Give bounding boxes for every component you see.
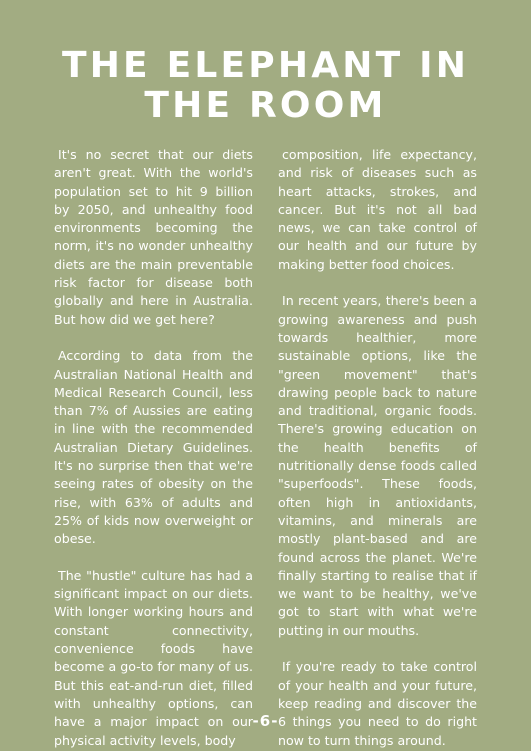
page-number: -6- [252,712,279,730]
page-title [0,46,531,126]
paragraph: composition, life expectancy, and risk of diseases such as heart attacks, strokes, and cancer. But it's not all bad news, we can take control of our health and our future by making better food choices. [278,147,477,272]
paragraph: It's no secret that our diets aren't great. With the world's population set to hit 9 billion by 2050, and unhealthy food environments becoming the norm, it's no wonder unhealthy diets are the main preventable risk factor for disease both globally and here in Australia. But how did we get here? [54,147,253,327]
paragraph: The "hustle" culture has had a significant impact on our diets. With longer working hours and constant connectivity, convenience foods have become a go-to for many of us. But this eat-and-run diet, filled with unhealthy options, can have a major impact on our physical activity levels, body [54,567,253,748]
page-title-line-2: THE ROOM [144,85,387,126]
page-title-line-1: THE ELEPHANT IN [61,45,470,86]
paragraph: In recent years, there's been a growing awareness and push towards healthier, more sustainable options, like the "green movement" that's drawing people back to nature and traditional, organic foods. There's growing education on the health benefits of nutritionally dense foods called "superfoods". These foods, often high in antioxidants, vitamins, and minerals are mostly plant-based and are found across the planet. We're finally starting to realise that if we want to be healthy, we've got to start with what we're putting in our mouths. [278,293,477,638]
paragraph: If you're ready to take control of your health and your future, keep reading and discover the 6 things you need to do right now to turn things around. [278,659,477,748]
right-column [278,146,477,750]
paragraph: According to data from the Australian National Health and Medical Research Council, less than 7% of Aussies are eating in line with the recommended Australian Dietary Guidelines. It's no surprise then that we're seeing rates of obesity on the rise, with 63% of adults and 25% of kids now overweight or obese. [54,348,253,547]
left-column [54,146,253,750]
